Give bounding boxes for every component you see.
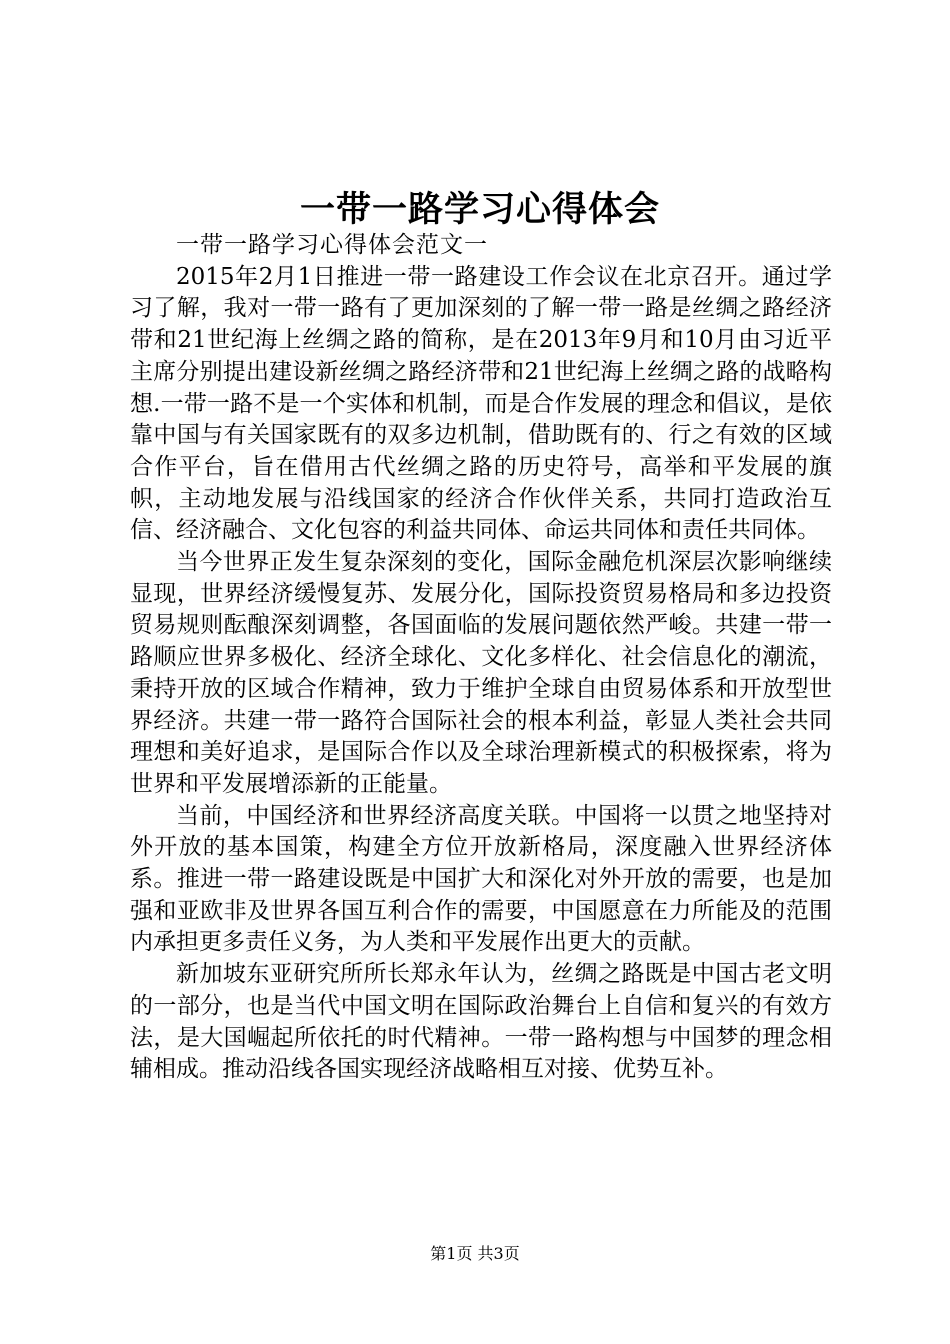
paragraph-4: 新加坡东亚研究所所长郑永年认为，丝绸之路既是中国古老文明的一部分，也是当代中国文明在国际政治舞台上自信和复兴的有效方法，是大国崛起所依托的时代精神。一带一路构想与中国梦的理念相辅相成。推动沿线各国实现经济战略相互对接、优势互补。 [130,961,832,1083]
paragraph-2: 当今世界正发生复杂深刻的变化，国际金融危机深层次影响继续显现，世界经济缓慢复苏、发展分化，国际投资贸易格局和多边投资贸易规则酝酿深刻调整，各国面临的发展问题依然严峻。共建一带一路顺应世界多极化、经济全球化、文化多样化、社会信息化的潮流，秉持开放的区域合作精神，致力于维护全球自由贸易体系和开放型世界经济。共建一带一路符合国际社会的根本利益，彰显人类社会共同理想和美好追求，是国际合作以及全球治理新模式的积极探索，将为世界和平发展增添新的正能量。 [130,549,832,797]
page-indicator: 第1页 共3页 [430,1244,520,1263]
page-footer [0,1243,950,1265]
document-body [130,230,832,1086]
document-subtitle: 一带一路学习心得体会范文一 [176,232,488,258]
document-title: 一带一路学习心得体会 [299,189,660,230]
paragraph-3: 当前，中国经济和世界经济高度关联。中国将一以贯之地坚持对外开放的基本国策，构建全方位开放新格局，深度融入世界经济体系。推进一带一路建设既是中国扩大和深化对外开放的需要，也是加强和亚欧非及世界各国互利合作的需要，中国愿意在力所能及的范围内承担更多责任义务，为人类和平发展作出更大的贡献。 [130,802,832,956]
paragraph-1: 2015年2月1日推进一带一路建设工作会议在北京召开。通过学习了解，我对一带一路有了更加深刻的了解一带一路是丝绸之路经济带和21世纪海上丝绸之路的简称，是在2013年9月和10月由习近平主席分别提出建设新丝绸之路经济带和21世纪海上丝绸之路的战略构想.一带一路不是一个实体和机制，而是合作发展的理念和倡议，是依靠中国与有关国家既有的双多边机制，借助既有的、行之有效的区域合作平台，旨在借用古代丝绸之路的历史符号，高举和平发展的旗帜，主动地发展与沿线国家的经济合作伙伴关系，共同打造政治互信、经济融合、文化包容的利益共同体、命运共同体和责任共同体。 [130,263,832,544]
